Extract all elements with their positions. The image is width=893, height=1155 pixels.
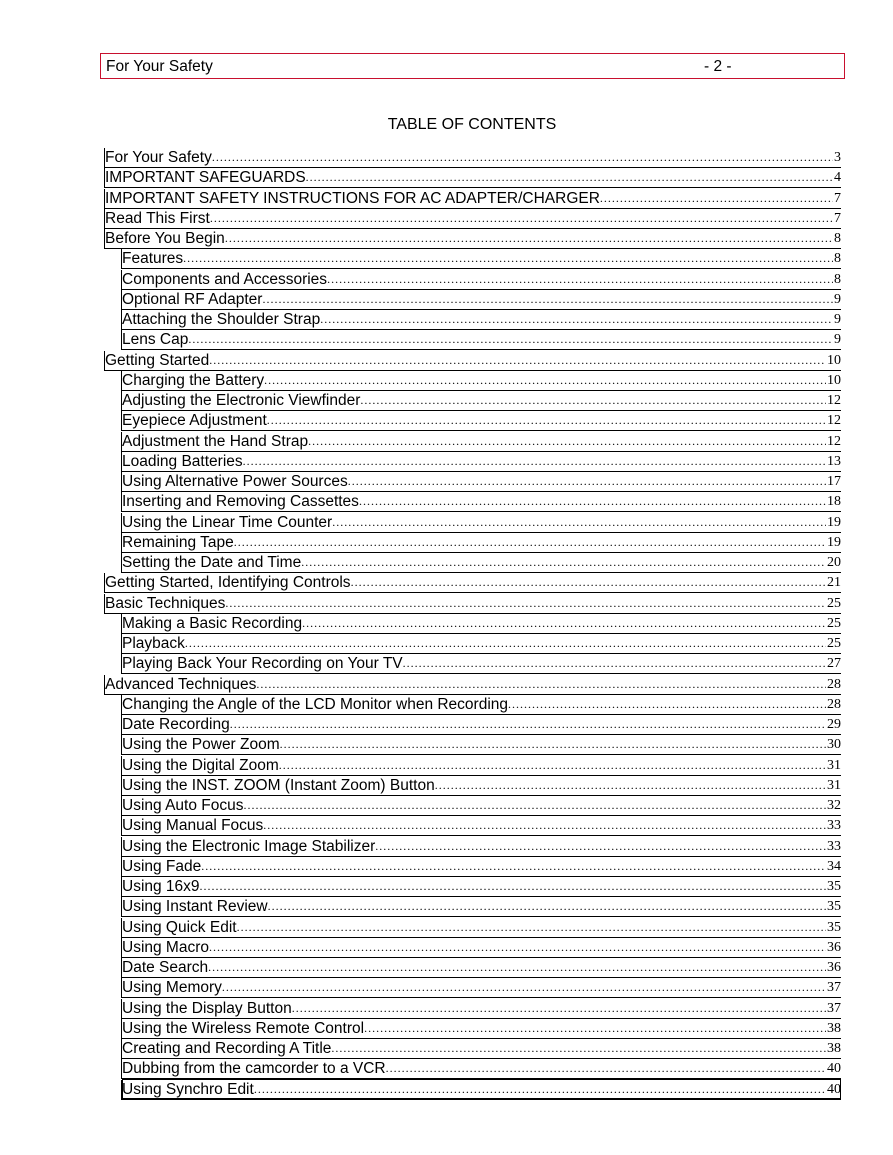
toc-entry-page: 19 xyxy=(827,534,841,550)
toc-entry-label: Playing Back Your Recording on Your TV xyxy=(122,655,403,673)
toc-entry-page: 29 xyxy=(827,717,841,732)
toc-entry-page: 30 xyxy=(827,737,841,753)
toc-entry-page: 40 xyxy=(827,1061,841,1077)
toc-entry[interactable] xyxy=(0,918,893,938)
toc-leader-dots xyxy=(403,654,826,673)
toc-entry-page: 25 xyxy=(827,636,841,651)
toc-entry[interactable] xyxy=(0,735,893,755)
toc-entry[interactable] xyxy=(0,614,893,634)
toc-leader-dots xyxy=(267,411,826,430)
toc-entry-line[interactable] xyxy=(122,249,841,269)
toc-entry-line[interactable] xyxy=(122,452,841,472)
toc-entry-line[interactable] xyxy=(122,290,841,310)
toc-entry[interactable] xyxy=(0,675,893,695)
toc-leader-dots xyxy=(254,1080,826,1099)
toc-entry-label: Using Memory xyxy=(122,979,222,997)
toc-entry[interactable] xyxy=(0,513,893,533)
toc-entry-page: 36 xyxy=(827,939,841,955)
toc-entry-line[interactable] xyxy=(105,229,841,249)
toc-entry[interactable] xyxy=(0,553,893,573)
toc-entry-label: Read This First xyxy=(105,209,210,227)
toc-entry-page: 32 xyxy=(827,798,841,813)
toc-leader-dots xyxy=(508,695,826,714)
toc-entry-line[interactable] xyxy=(122,958,841,978)
toc-entry-page: 36 xyxy=(827,960,841,975)
toc-entry-label: Using the Electronic Image Stabilizer xyxy=(122,837,376,855)
toc-entry[interactable] xyxy=(0,978,893,998)
toc-entry-label: Using Quick Edit xyxy=(122,918,237,936)
toc-entry-line[interactable] xyxy=(122,897,841,917)
toc-leader-dots xyxy=(222,978,826,997)
toc-entry-label: Using Fade xyxy=(122,857,202,875)
toc-entry-label: Optional RF Adapter xyxy=(122,290,263,308)
toc-entry-page: 7 xyxy=(834,210,841,226)
toc-leader-dots xyxy=(188,330,833,349)
toc-entry-page: 9 xyxy=(834,291,841,307)
toc-entry[interactable] xyxy=(0,351,893,371)
toc-entry-page: 38 xyxy=(827,1041,841,1056)
toc-entry-label: Loading Batteries xyxy=(122,452,243,470)
toc-entry-line[interactable] xyxy=(122,1080,841,1100)
toc-entry[interactable] xyxy=(0,411,893,431)
header-title: For Your Safety xyxy=(106,58,213,75)
toc-leader-dots xyxy=(237,918,826,937)
toc-entry-line[interactable] xyxy=(122,310,841,330)
toc-entry-page: 7 xyxy=(834,190,841,206)
toc-leader-dots xyxy=(331,1039,826,1058)
toc-entry[interactable] xyxy=(0,897,893,917)
toc-entry-line[interactable] xyxy=(122,472,841,492)
toc-entry-page: 4 xyxy=(834,170,841,186)
toc-entry-label: Components and Accessories xyxy=(122,270,328,288)
toc-entry-label: Charging the Battery xyxy=(122,371,265,389)
toc-entry-page: 31 xyxy=(827,757,841,773)
toc-leader-dots xyxy=(209,351,826,370)
toc-entry[interactable] xyxy=(0,877,893,897)
toc-leader-dots xyxy=(225,229,833,248)
toc-entry[interactable] xyxy=(0,654,893,674)
toc-entry[interactable] xyxy=(0,776,893,796)
toc-leader-dots xyxy=(364,1019,826,1038)
toc-entry-page: 35 xyxy=(827,879,841,894)
toc-leader-dots xyxy=(332,513,826,532)
toc-entry[interactable] xyxy=(0,756,893,776)
toc-entry-page: 9 xyxy=(834,312,841,327)
toc-leader-dots xyxy=(359,492,826,511)
toc-entry[interactable] xyxy=(0,999,893,1019)
toc-leader-dots xyxy=(262,290,833,309)
toc-leader-dots xyxy=(268,897,826,916)
toc-leader-dots xyxy=(386,1059,826,1078)
toc-entry[interactable] xyxy=(0,1080,893,1100)
toc-entry-line[interactable] xyxy=(122,715,841,735)
toc-entry-label: Date Search xyxy=(122,959,209,976)
toc-entry-line[interactable] xyxy=(122,796,841,816)
toc-leader-dots xyxy=(200,877,826,896)
toc-entry-label: For Your Safety xyxy=(105,149,212,166)
toc-entry-line[interactable] xyxy=(122,1059,841,1079)
toc-leader-dots xyxy=(320,310,833,329)
toc-entry[interactable] xyxy=(0,594,893,614)
toc-entry-page: 27 xyxy=(827,656,841,672)
toc-entry-page: 18 xyxy=(827,494,841,510)
toc-entry-label: Remaining Tape xyxy=(122,533,234,551)
toc-entry-page: 37 xyxy=(827,1000,841,1016)
toc-entry-label: Getting Started xyxy=(105,351,210,369)
toc-entry-line[interactable] xyxy=(122,654,841,674)
toc-entry-label: Playback xyxy=(122,635,185,652)
toc-entry-line[interactable] xyxy=(122,330,841,350)
toc-entry-label: Making a Basic Recording xyxy=(122,614,303,632)
toc-leader-dots xyxy=(292,999,826,1018)
toc-entry-line[interactable] xyxy=(122,735,841,755)
toc-leader-dots xyxy=(264,371,826,390)
toc-entry-label: Features xyxy=(122,250,184,268)
toc-entry-page: 34 xyxy=(827,858,841,874)
toc-leader-dots xyxy=(185,634,826,653)
toc-entry[interactable] xyxy=(0,270,893,290)
toc-entry[interactable] xyxy=(0,330,893,350)
toc-entry-label: Inserting and Removing Cassettes xyxy=(122,493,359,511)
toc-entry-line[interactable] xyxy=(122,1039,841,1059)
toc-leader-dots xyxy=(230,715,826,734)
toc-entry-label: Basic Techniques xyxy=(105,594,226,612)
toc-leader-dots xyxy=(301,553,826,572)
toc-entry-label: Date Recording xyxy=(122,716,230,733)
toc-entry[interactable] xyxy=(0,249,893,269)
toc-entry[interactable] xyxy=(0,958,893,978)
toc-entry[interactable] xyxy=(0,168,893,188)
toc-leader-dots xyxy=(327,270,833,289)
toc-entry-label: Eyepiece Adjustment xyxy=(122,412,267,430)
toc-entry-line[interactable] xyxy=(105,189,841,209)
toc-entry-page: 20 xyxy=(827,555,841,570)
toc-entry-line[interactable] xyxy=(122,553,841,573)
toc-entry-page: 8 xyxy=(834,251,841,267)
toc-entry-page: 33 xyxy=(827,838,841,854)
toc-entry[interactable] xyxy=(0,796,893,816)
toc-entry-line[interactable] xyxy=(105,351,841,371)
toc-entry-label: Using the Digital Zoom xyxy=(122,756,279,774)
toc-entry-line[interactable] xyxy=(105,209,841,229)
toc-leader-dots xyxy=(600,189,833,208)
toc-entry-label: Changing the Angle of the LCD Monitor when Recording xyxy=(122,695,509,713)
toc-entry-page: 40 xyxy=(827,1081,841,1097)
toc-entry-label: Before You Begin xyxy=(105,230,225,247)
toc-entry-line[interactable] xyxy=(122,432,841,452)
toc-entry-line[interactable] xyxy=(122,533,841,553)
toc-entry-page: 8 xyxy=(834,271,841,287)
toc-entry-label: Setting the Date and Time xyxy=(122,554,302,571)
toc-entry-page: 12 xyxy=(827,393,841,408)
toc-entry[interactable] xyxy=(0,857,893,877)
toc-entry[interactable] xyxy=(0,189,893,209)
toc-entry-label: Using Macro xyxy=(122,938,209,956)
toc-entry-page: 31 xyxy=(827,777,841,793)
toc-entry[interactable] xyxy=(0,1059,893,1079)
toc-entry-line[interactable] xyxy=(122,837,841,857)
toc-entry[interactable] xyxy=(0,310,893,330)
toc-entry-line[interactable] xyxy=(122,371,841,391)
toc-entry-label: Using the INST. ZOOM (Instant Zoom) Button xyxy=(122,776,435,794)
toc-entry-label: Using the Wireless Remote Control xyxy=(122,1019,365,1037)
toc-entry-line[interactable] xyxy=(122,1019,841,1039)
toc-entry-page: 10 xyxy=(827,352,841,368)
toc-entry-line[interactable] xyxy=(105,148,841,168)
toc-entry[interactable] xyxy=(0,391,893,411)
toc-entry-page: 28 xyxy=(827,696,841,712)
toc-entry-page: 25 xyxy=(827,615,841,631)
toc-entry[interactable] xyxy=(0,472,893,492)
toc-entry[interactable] xyxy=(0,816,893,836)
toc-entry-line[interactable] xyxy=(122,492,841,512)
toc-entry-line[interactable] xyxy=(105,573,841,593)
page-header xyxy=(100,53,845,79)
toc-entry[interactable] xyxy=(0,432,893,452)
toc-entry[interactable] xyxy=(0,148,893,168)
toc-entry[interactable] xyxy=(0,229,893,249)
toc-entry-line[interactable] xyxy=(122,938,841,958)
toc-entry-label: Getting Started, Identifying Controls xyxy=(105,574,351,592)
toc-entry-page: 35 xyxy=(827,899,841,915)
toc-entry-line[interactable] xyxy=(122,756,841,776)
toc-entry-page: 17 xyxy=(827,474,841,489)
toc-entry-page: 38 xyxy=(827,1020,841,1036)
toc-entry-page: 25 xyxy=(827,595,841,611)
toc-entry-line[interactable] xyxy=(122,270,841,290)
toc-entry-label: Using Manual Focus xyxy=(122,817,264,835)
toc-entry-line[interactable] xyxy=(122,634,841,654)
toc-entry-line[interactable] xyxy=(122,695,841,715)
toc-entry-page: 19 xyxy=(827,514,841,530)
toc-leader-dots xyxy=(243,796,826,815)
toc-entry[interactable] xyxy=(0,290,893,310)
toc-entry-page: 35 xyxy=(827,919,841,935)
toc-entry-page: 9 xyxy=(834,332,841,348)
toc-entry-label: Using the Display Button xyxy=(122,999,292,1017)
toc-entry-label: Using the Power Zoom xyxy=(122,736,280,754)
toc-leader-dots xyxy=(234,533,826,552)
toc-leader-dots xyxy=(212,148,833,167)
toc-leader-dots xyxy=(208,958,826,977)
toc-leader-dots xyxy=(225,594,826,613)
toc-entry-page: 37 xyxy=(827,980,841,996)
toc-entry-label: Using Auto Focus xyxy=(122,797,244,814)
toc-leader-dots xyxy=(243,452,826,471)
toc-leader-dots xyxy=(351,573,826,592)
toc-entry-line[interactable] xyxy=(122,857,841,877)
toc-entry-page: 33 xyxy=(827,818,841,834)
toc-entry[interactable] xyxy=(0,1039,893,1059)
toc-entry-line[interactable] xyxy=(122,411,841,431)
toc-entry-label: IMPORTANT SAFEGUARDS xyxy=(105,169,306,187)
toc-entry-line[interactable] xyxy=(105,168,841,188)
toc-entry-label: Dubbing from the camcorder to a VCR xyxy=(122,1060,386,1078)
toc-entry[interactable] xyxy=(0,837,893,857)
toc-entry-label: Lens Cap xyxy=(122,331,189,349)
toc-entry-line[interactable] xyxy=(122,776,841,796)
toc-entry-page: 3 xyxy=(834,150,841,165)
toc-entry-line[interactable] xyxy=(105,594,841,614)
toc-entry-page: 28 xyxy=(827,676,841,692)
toc-entry[interactable] xyxy=(0,533,893,553)
toc-entry-page: 10 xyxy=(827,372,841,388)
toc-entry-label: Using Alternative Power Sources xyxy=(122,473,348,490)
toc-entry-line[interactable] xyxy=(122,513,841,533)
toc-entry-label: Advanced Techniques xyxy=(105,675,257,693)
toc-entry-label: Using Instant Review xyxy=(122,898,268,916)
header-page-number: - 2 - xyxy=(704,58,732,75)
toc-entry[interactable] xyxy=(0,209,893,229)
toc-leader-dots xyxy=(375,837,826,856)
toc-entry[interactable] xyxy=(0,1019,893,1039)
toc-entry-page: 8 xyxy=(834,231,841,246)
toc-entry-line[interactable] xyxy=(122,816,841,836)
toc-leader-dots xyxy=(348,472,826,491)
toc-entry-label: Attaching the Shoulder Strap xyxy=(122,311,321,328)
toc-leader-dots xyxy=(210,209,833,228)
toc-leader-dots xyxy=(360,391,826,410)
toc-leader-dots xyxy=(183,249,833,268)
toc-leader-dots xyxy=(263,816,826,835)
toc-entry-page: 12 xyxy=(827,433,841,449)
toc-entry-label: Creating and Recording A Title xyxy=(122,1040,332,1057)
toc-entry-line[interactable] xyxy=(105,675,841,695)
toc-entry-line[interactable] xyxy=(122,614,841,634)
toc-leader-dots xyxy=(302,614,826,633)
toc-leader-dots xyxy=(280,735,826,754)
toc-entry-line[interactable] xyxy=(122,999,841,1019)
toc-entry[interactable] xyxy=(0,695,893,715)
toc-heading: TABLE OF CONTENTS xyxy=(387,116,557,133)
toc-leader-dots xyxy=(279,756,826,775)
toc-entry[interactable] xyxy=(0,492,893,512)
toc-entry-label: Adjusting the Electronic Viewfinder xyxy=(122,392,361,409)
toc-entry-label: Using 16x9 xyxy=(122,878,200,895)
toc-leader-dots xyxy=(306,168,833,187)
toc-entry-label: Using the Linear Time Counter xyxy=(122,513,333,531)
toc-entry-line[interactable] xyxy=(122,918,841,938)
toc-entry[interactable] xyxy=(0,371,893,391)
toc-entry[interactable] xyxy=(0,573,893,593)
toc-leader-dots xyxy=(435,776,826,795)
toc-entry[interactable] xyxy=(0,452,893,472)
toc-entry[interactable] xyxy=(0,715,893,735)
toc-entry-line[interactable] xyxy=(122,877,841,897)
toc-entry[interactable] xyxy=(0,634,893,654)
toc-entry-label: Adjustment the Hand Strap xyxy=(122,432,309,450)
toc-entry-page: 21 xyxy=(827,575,841,591)
toc-entry-page: 12 xyxy=(827,413,841,429)
toc-entry-line[interactable] xyxy=(122,391,841,411)
toc-leader-dots xyxy=(201,857,826,876)
toc-entry-label: Using Synchro Edit xyxy=(122,1080,254,1098)
toc-entry-page: 13 xyxy=(827,453,841,469)
toc-leader-dots xyxy=(256,675,826,694)
toc-entry-line[interactable] xyxy=(122,978,841,998)
toc-entry-label: IMPORTANT SAFETY INSTRUCTIONS FOR AC ADAPTER/CHARGER xyxy=(105,189,600,207)
toc-leader-dots xyxy=(209,938,826,957)
toc-entry[interactable] xyxy=(0,938,893,958)
toc-leader-dots xyxy=(308,432,826,451)
